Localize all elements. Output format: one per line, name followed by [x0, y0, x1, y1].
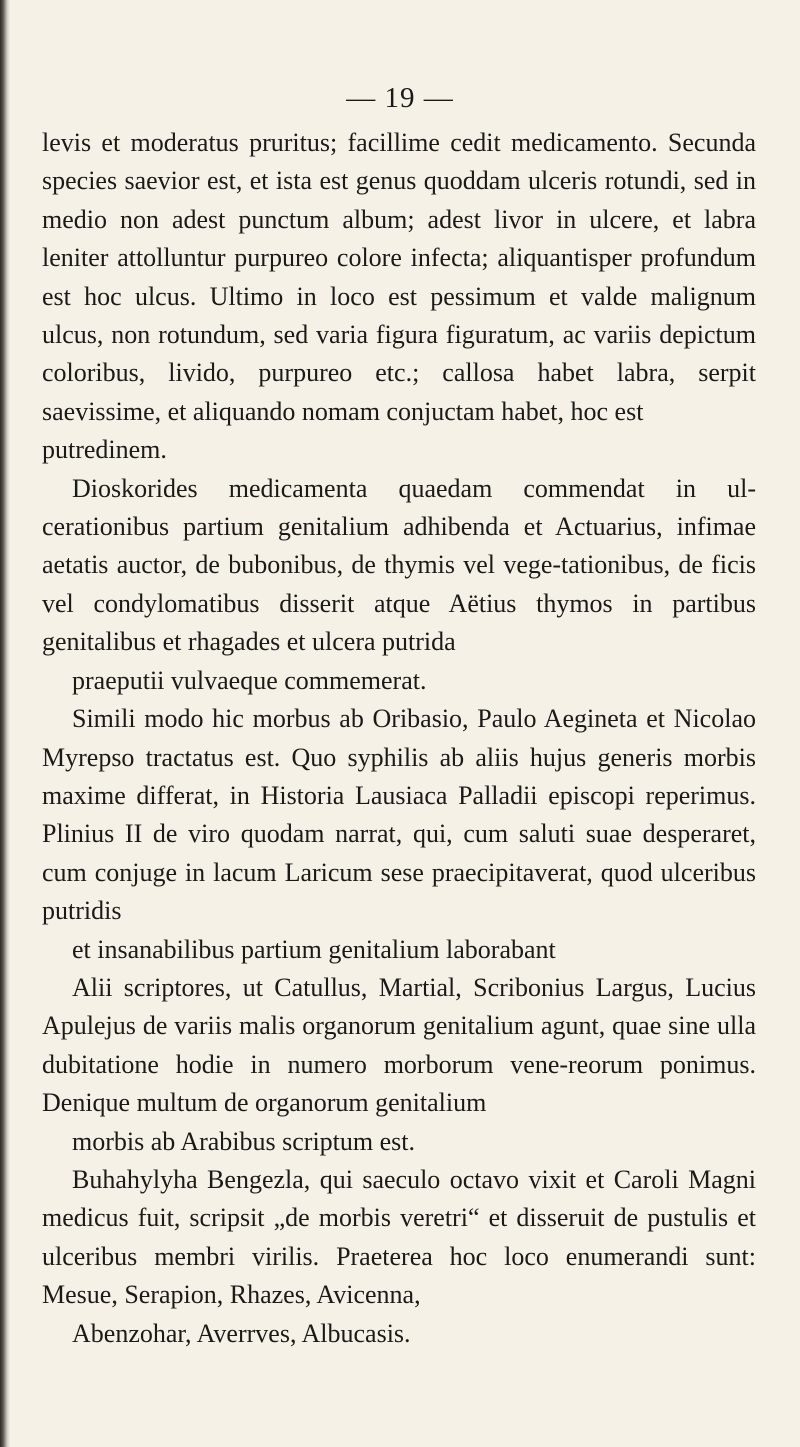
paragraph-oribasius: [42, 700, 756, 969]
paragraph-last-line: praeputii vulvaeque commemerat.: [72, 665, 427, 695]
page-binding-edge: [0, 0, 10, 1447]
paragraph-other-writers: [42, 969, 756, 1161]
body-text: [42, 124, 756, 1353]
paragraph-text: Dioskorides medicamenta quaedam commendat in ul-cerationibus partium genitalium adhibenda et Actuarius, infimae aetatis auctor, de bubonibus, de thymis vel vege-tationibus, de ficis vel condylomatibus disserit atque Aëtius thymos in partibus genitalibus et rhagades et ulcera putrida: [42, 473, 756, 657]
paragraph-last-line: et insanabilibus partium genitalium laborabant: [72, 934, 556, 964]
paragraph-last-line: Abenzohar, Averrves, Albucasis.: [72, 1318, 411, 1348]
paragraph-text: levis et moderatus pruritus; facillime cedit medicamento. Secunda species saevior est, et ista est genus quoddam ulceris rotundi, sed in medio non adest punctum album; adest livor in ulcere, et labra leniter attolluntur purpureo colore infecta; aliquantisper profundum est hoc ulcus. Ultimo in loco est pessimum et valde malignum ulcus, non rotundum, sed varia figura figuratum, ac variis depictum coloribus, livido, purpureo etc.; callosa habet labra, serpit saevissime, et aliquando nomam conjuctam habet, hoc est: [42, 128, 756, 426]
paragraph-arabic-writers: [42, 1161, 756, 1353]
paragraph-text: Simili modo hic morbus ab Oribasio, Paulo Aegineta et Nicolao Myrepso tractatus est. Quo syphilis ab aliis hujus generis morbis maxime differat, in Historia Lausiaca Palladii episcopi reperimus. Plinius II de viro quodam narrat, qui, cum saluti suae desperaret, cum conjuge in lacum Laricum sese praecipitaverat, quod ulceribus putridis: [42, 704, 756, 926]
paragraph-last-line: putredinem.: [42, 435, 167, 465]
paragraph-dioskorides: [42, 470, 756, 700]
paragraph-text: Alii scriptores, ut Catullus, Martial, Scribonius Largus, Lucius Apulejus de variis malis organorum genitalium agunt, quae sine ulla dubitatione hodie in numero morborum vene-reorum ponimus. Denique multum de organorum genitalium: [42, 972, 756, 1118]
paragraph-last-line: morbis ab Arabibus scriptum est.: [72, 1126, 416, 1156]
paragraph-ulcer-species: [42, 124, 756, 470]
paragraph-text: Buhahylyha Bengezla, qui saeculo octavo vixit et Caroli Magni medicus fuit, scripsit „de morbis veretri“ et disseruit de pustulis et ulceribus membri virilis. Praeterea hoc loco enumerandi sunt: Mesue, Serapion, Rhazes, Avicenna,: [42, 1164, 756, 1310]
page-number: — 19 —: [346, 82, 454, 114]
